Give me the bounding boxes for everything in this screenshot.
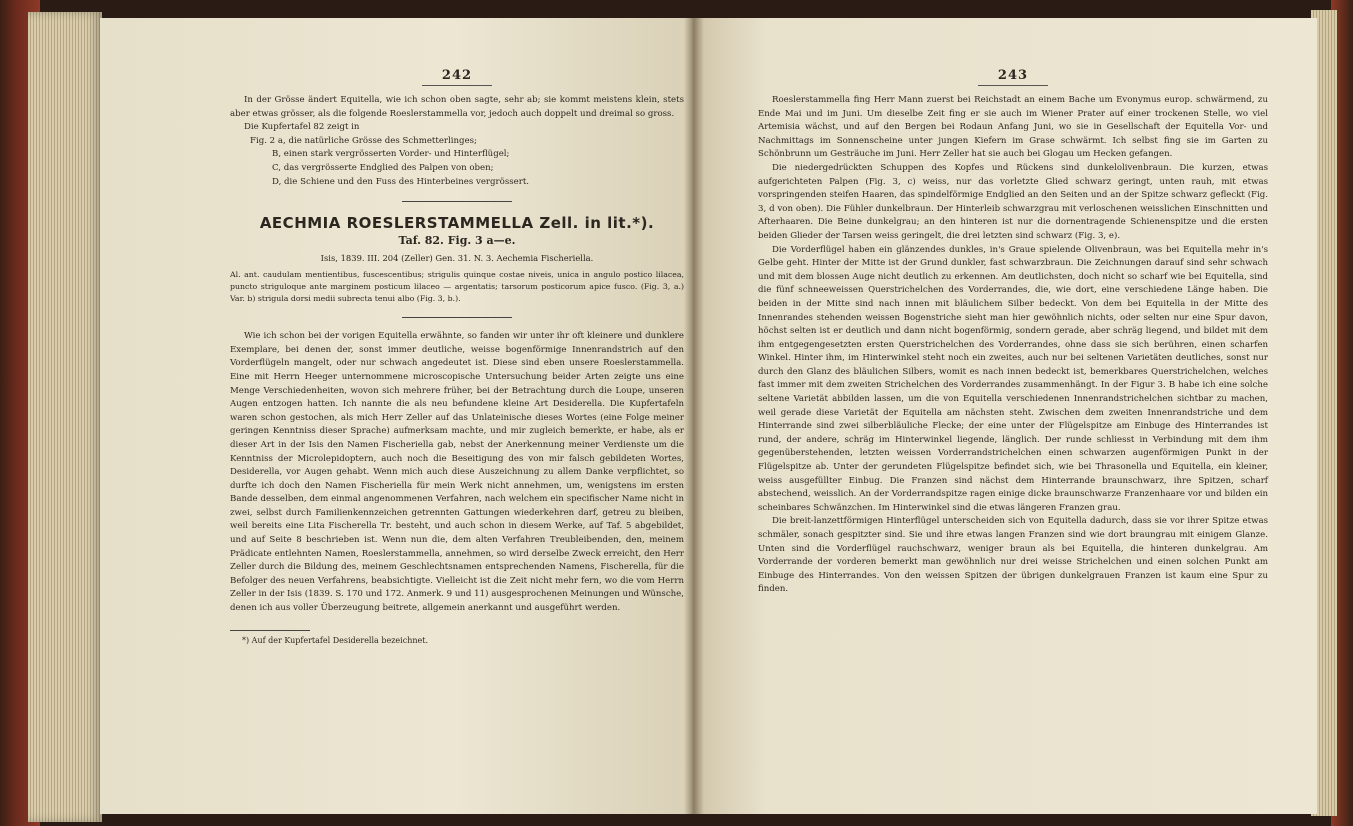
page-number-rule bbox=[422, 85, 492, 86]
species-title: AECHMIA ROESLERSTAMMELLA Zell. in lit.*). bbox=[259, 214, 655, 233]
body-paragraph: Wie ich schon bei der vorigen Equitella erwähnte, so fanden wir unter ihr oft kleinere und dunklere Exemplare, bei denen der, sonst immer deutliche, weisse bogenförmige Innenrandstrich auf den Vorderflügeln mangelt, oder nur schwach angedeutet ist. Diese sind eben unsere Roeslerstammella. Eine mit Herrn Heeger unternommene microscopische Untersuchung beider Arten zeigte uns eine Menge Verschiedenheiten, wovon sich mehrere früher, bei der Betrachtung durch die Loupe, unseren Augen entzogen hatten. Ich nannte die als neu befundene kleine Art Desiderella. Die Kupfertafeln waren schon gestochen, als mich Herr Zeller auf das Unlateinische dieses Wortes (eine Folge meiner geringen Kenntniss dieser Sprache) aufmerksam machte, und mir zugleich bemerkte, er habe, als er dieser Art in der Isis den Namen Fischeriella gab, nebst der Anerkennung meiner Verdienste um die Kenntniss der Microlepidoptern, auch noch die Beseitigung des von mir falsch gebildeten Wortes, Desiderella, vor Augen gehabt. Wenn mich auch diese Auszeichnung zu allem Danke verpflichtet, so durfte ich doch den Namen Fischeriella für mein Werk nicht annehmen, um, wenigstens im ersten Bande desselben, dem einmal angenommenen Verfahren, nach welchem ein specifischer Name nicht in zwei, selbst durch Familienkennzeichen getrennten Gattungen wiederkehren darf, getreu zu bleiben, weil bereits eine Lita Fischerella Tr. besteht, und auch schon in diesem Werke, auf Taf. 5 abgebildet, und auf Seite 8 beschrieben ist. Wenn nun die, dem alten Verfahren Treubleibenden, den, meinem Prädicate entlehnten Namen, Roeslerstammella, annehmen, so wird derselbe Zweck erreicht, den Herr Zeller durch die Bildung des, meinem Geschlechtsnamen entsprechenden Namens, Fischerella, für die Befolger des neuen Verfahrens, beabsichtigte. Vielleicht ist die Zeit nicht mehr fern, wo die vom Herrn Zeller in der Isis (1839. S. 170 und 172. Anmerk. 9 und 11) ausgesprochenen Meinungen und Wünsche, denen ich aus voller Überzeugung beitrete, allgemein anerkannt und ausgeführt werden. bbox=[230, 331, 684, 614]
paragraph: Die Vorderflügel haben ein glänzendes dunkles, in's Graue spielende Olivenbraun, was bei Equitella mehr in's Gelbe geht. Hinter der Mitte ist der Grund dunkler, fast schwarzbraun. Die Zeichnungen darauf sind sehr schwach und mit dem blossen Auge nicht deutlich zu erkennen. Am deutlichsten, doch nicht so scharf wie bei Equitella, sind die fünf schneeweissen Querstrichelchen des Vorderrandes, die, wie dort, eine verschiedene Länge haben. Die beiden in der Mitte sind nach innen mit bläulichem Silber bedeckt. Von dem bei Equitella in der Mitte des Innenrandes stehenden weissen Bogenstriche sieht man hier gewöhnlich nichts, oder selten nur eine Spur davon, höchst selten ist er deutlich und dann nicht bogenförmig, sondern gerade, aber schräg liegend, und bildet mit dem ihm entgegengesetzten ersten Querstrichelchen des Vorderrandes, ohne dass sie sich berühren, einen scharfen Winkel. Hinter ihm, im Hinterwinkel steht noch ein zweites, auch nur bei seltenen Varietäten deutliches, sonst nur durch den Glanz des bläulichen Silbers, womit es nach innen bedeckt ist, bemerkbares Querstrichelchen, welches fast immer mit dem zweiten Strichelchen des Vorderrandes zusammenhängt. In der Figur 3. B habe ich eine solche seltene Varietät abbilden lassen, um die von Equitella verschiedenen Innenrandstrichelchen sichtbar zu machen, weil gerade diese Varietät der Equitella am nächsten steht. Zwischen dem zweiten Innenrandstriche und dem Hinterrande sind zwei silberbläuliche Flecke; der eine unter der Flügelspitze am Einbuge des Hinterrandes ist rund, der andere, schräg im Hinterwinkel liegende, länglich. Der runde schliesst in Verbindung mit dem ihm gegenüberstehenden, letzten weissen Vorderrandstrichelchen einen schwarzen augenförmigen Punkt in der Flügelspitze ab. Unter der gerundeten Flügelspitze befindet sich, wie bei Thrasonella und Equitella, ein kleiner, weiss ausgefüllter Einbug. Die Franzen sind nächst dem Hinterrande braunschwarz, ihre Spitzen, scharf abstechend, weisslich. An der Vorderrandspitze ragen einige dicke braunschwarze Franzenhaare vor und bilden ein scheinbares Schwänzchen. Im Hinterwinkel sind die etwas längeren Franzen grau. bbox=[758, 244, 1268, 513]
synonymy-line: Isis, 1839. III. 204 (Zeller) Gen. 31. N. 3. Aechemia Fischeriella. bbox=[320, 253, 594, 264]
paragraph: Die niedergedrückten Schuppen des Kopfes und Rückens sind dunkelolivenbraun. Die kurzen, etwas aufgerichteten Palpen (Fig. 3, c) weiss, nur das vorletzte Glied schwarz geringt, unten rauh, mit etwas vorspringenden steifen Haaren, das spindelförmige Endglied an den Seiten und an der Spitze schwarz gefleckt (Fig. 3, d von oben). Die Fühler dunkelbraun. Der Hinterleib schwarzgrau mit verloschenen weisslichen Einschnitten und Afterhaaren. Die Beine dunkelgrau; an den hinteren ist nur die dornentragende Schienenspitze und die ersten beiden Glieder der Tarsen weiss geringelt, die drei letzten sind schwarz (Fig. 3, e). bbox=[758, 162, 1268, 241]
page-number-rule bbox=[978, 85, 1048, 86]
book-gutter bbox=[684, 18, 704, 814]
right-page bbox=[692, 18, 1317, 814]
figure-line: D, die Schiene und den Fuss des Hinterbeines vergrössert. bbox=[272, 176, 530, 187]
paragraph: Roeslerstammella fing Herr Mann zuerst bei Reichstadt an einem Bache um Evonymus europ. schwärmend, zu Ende Mai und im Juni. Um dieselbe Zeit fing er sie auch im Wiener Prater auf einer trockenen Stelle, wo viel Artemisia wächst, und auf den Bergen bei Rodaun Anfang Juni, wo sie in Gesellschaft der Equitella Vor- und Nachmittags im Sonnenscheine unter jungen Kiefern im Grase schwärmt. Ich selbst fing sie im Garten zu Schönbrunn um Gesträuche im Juni. Herr Zeller hat sie auch bei Glogau um Hecken gefangen. bbox=[758, 95, 1268, 160]
figure-line: Fig. 2 a, die natürliche Grösse des Schmetterlinges; bbox=[250, 135, 477, 146]
intro-paragraph: In der Grösse ändert Equitella, wie ich schon oben sagte, sehr ab; sie kommt meistens klein, stets aber etwas grösser, als die folgende Roeslerstammella vor, jedoch auch doppelt und dreimal so gross. bbox=[230, 95, 684, 119]
footnote: *) Auf der Kupfertafel Desiderella bezeichnet. bbox=[242, 635, 428, 645]
section-divider bbox=[402, 317, 512, 318]
figure-line: C, das vergrösserte Endglied des Palpen von oben; bbox=[272, 162, 494, 173]
page-number-right: 243 bbox=[997, 68, 1029, 83]
page-edges-left bbox=[28, 12, 102, 822]
left-page bbox=[100, 18, 692, 814]
plate-intro: Die Kupfertafel 82 zeigt in bbox=[244, 122, 360, 133]
right-page-content bbox=[758, 68, 1268, 597]
footnote-rule bbox=[230, 630, 310, 631]
figure-line: B, einen stark vergrösserten Vorder- und Hinterflügel; bbox=[272, 149, 510, 160]
left-page-content bbox=[230, 68, 684, 646]
section-divider bbox=[402, 201, 512, 202]
plate-reference: Taf. 82. Fig. 3 a—e. bbox=[398, 234, 516, 248]
latin-diagnosis: Al. ant. caudulam mentientibus, fuscescentibus; strigulis quinque costae niveis, unica in angulo postico lilacea, puncto striguloque ante marginem posticum lilaceo — argentatis; tarsorum posticorum apice fusco. (Fig. 3, a.) Var. b) strigula dorsi medii subrecta tenui albo (Fig. 3, b.). bbox=[230, 270, 684, 304]
figure-list bbox=[230, 135, 684, 189]
page-number-left: 242 bbox=[441, 68, 473, 83]
paragraph: Die breit-lanzettförmigen Hinterflügel unterscheiden sich von Equitella dadurch, dass sie vor ihrer Spitze etwas schmäler, sonach gespitzter sind. Sie und ihre etwas langen Franzen sind wie dort braungrau mit einigem Glanze. Unten sind die Vorderflügel rauchschwarz, weniger braun als bei Equitella, die hinteren dunkelgrau. Am Vorderrande der vorderen bemerkt man gewöhnlich nur drei weisse Strichelchen und einen solchen Punkt am Einbuge des Hinterrandes. Von den weissen Spitzen der übrigen dunkelgrauen Franzen ist kaum eine Spur zu finden. bbox=[758, 516, 1268, 595]
